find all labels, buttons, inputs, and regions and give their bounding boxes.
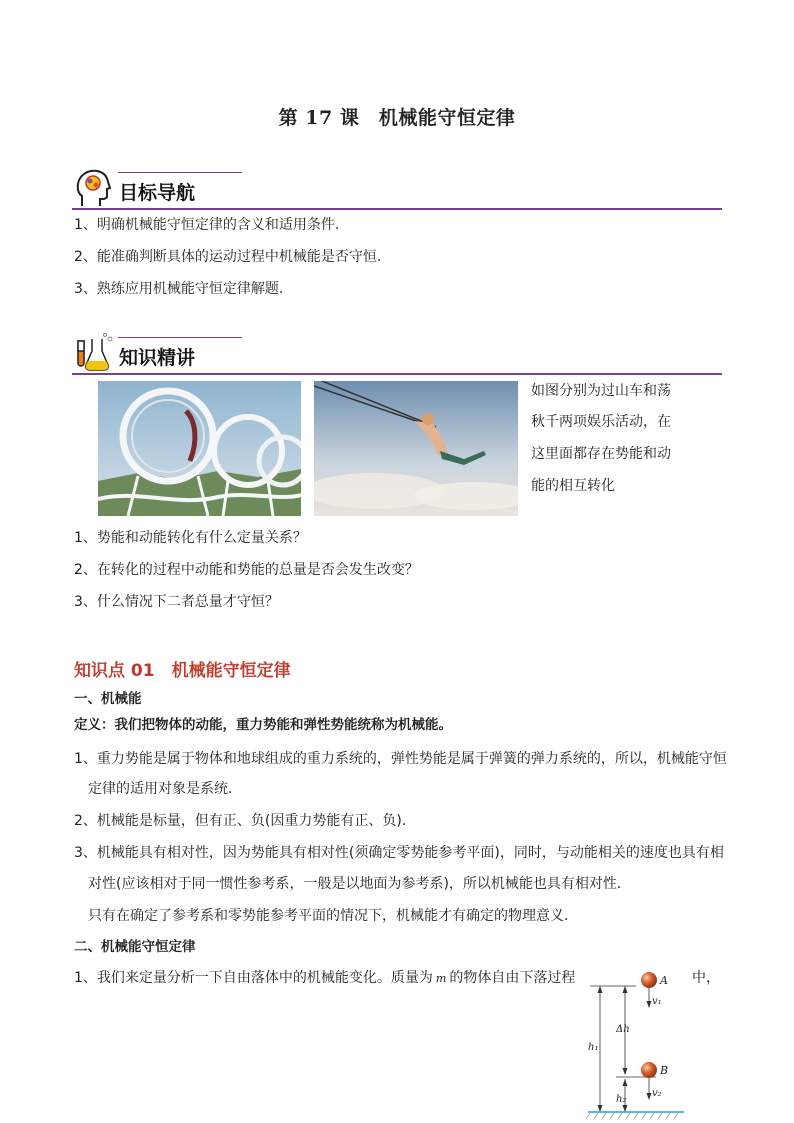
paragraph-4: 只有在确定了参考系和零势能参考平面的情况下，机械能才有确定的物理意义． [88, 908, 578, 924]
question-3: 3、什么情况下二者总量才守恒？ [74, 594, 279, 610]
label-b: B [660, 1064, 669, 1077]
goal-item-3: 3、熟练应用机械能守恒定律解题. [74, 281, 284, 297]
knowledge-point-title: 知识点 01 机械能守恒定律 [74, 661, 291, 681]
label-v2: v₂ [652, 1088, 662, 1099]
question-1: 1、势能和动能转化有什么定量关系？ [74, 530, 307, 546]
paragraph-2: 2、机械能是标量，但有正、负(因重力势能有正、负)． [74, 813, 416, 829]
paragraph-5-tail: 的物体自由下落过程 [449, 970, 576, 986]
section-heading-knowledge: 知识精讲 [119, 347, 196, 369]
goal-item-2: 2、能准确判断具体的运动过程中机械能是否守恒. [74, 249, 382, 265]
paragraph-1-line-2: 定律的适用对象是系统． [88, 781, 242, 797]
label-a: A [660, 974, 668, 987]
part2-heading: 二、机械能守恒定律 [74, 939, 196, 955]
paragraph-5-text: 1、我们来定量分析一下自由落体中的机械能变化。质量为 [74, 970, 433, 986]
definition-text: 定义：我们把物体的动能，重力势能和弹性势能统称为机械能。 [74, 717, 452, 733]
goal-item-1: 1、明确机械能守恒定律的含义和适用条件. [74, 217, 340, 233]
roller-coaster-image [98, 381, 301, 516]
label-h1: h₁ [588, 1042, 599, 1053]
free-fall-diagram [580, 962, 690, 1122]
brain-head-icon [72, 166, 116, 210]
label-delta-h: Δh [616, 1024, 630, 1035]
paragraph-5-end: 中， [692, 970, 720, 986]
mass-symbol: m [435, 972, 447, 985]
part1-heading: 一、机械能 [74, 691, 142, 707]
paragraph-1-line-1: 1、重力势能是属于物体和地球组成的重力系统的，弹性势能是属于弹簧的弹力系统的，所以，机械能守恒 [74, 751, 727, 767]
flask-icon [72, 331, 116, 375]
swing-image [314, 381, 518, 516]
side-text-line-1: 如图分别为过山车和荡 [531, 383, 671, 399]
section-header-knowledge [72, 337, 722, 377]
label-h2: h₂ [616, 1094, 627, 1105]
side-text-line-2: 秋千两项娱乐活动，在 [531, 414, 671, 430]
paragraph-5 [74, 968, 575, 989]
page-title: 第 17 课 机械能守恒定律 [278, 107, 516, 129]
question-2: 2、在转化的过程中动能和势能的总量是否会发生改变？ [74, 562, 419, 578]
side-text-line-4: 能的相互转化 [531, 478, 615, 494]
section-header-goals [72, 172, 722, 212]
paragraph-3-line-1: 3、机械能具有相对性，因为势能具有相对性(须确定零势能参考平面)，同时，与动能相关的速度也具有相 [74, 845, 724, 861]
side-text-line-3: 这里面都存在势能和动 [531, 446, 671, 462]
paragraph-3-line-2: 对性(应该相对于同一惯性参考系，一般是以地面为参考系)，所以机械能也具有相对性． [88, 876, 631, 892]
label-v1: v₁ [652, 996, 662, 1007]
section-heading-goals: 目标导航 [119, 182, 196, 204]
